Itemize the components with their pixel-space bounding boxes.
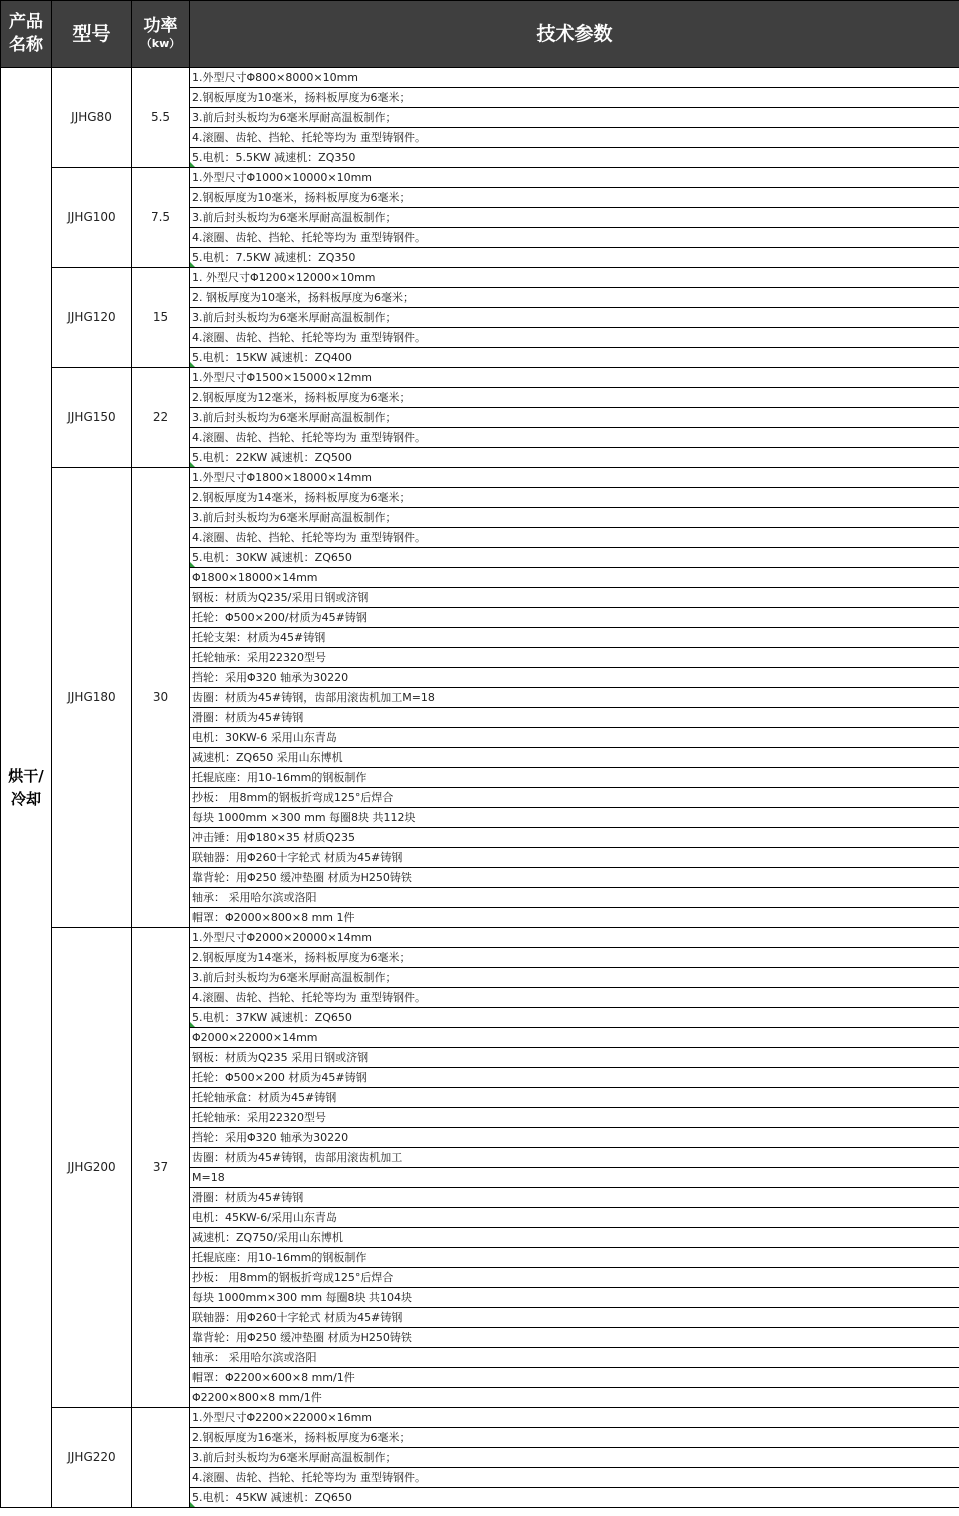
power-cell: 30	[132, 468, 190, 928]
table-row	[1, 68, 959, 88]
spec-cell: 帽罩：Φ2000×800×8 mm 1件	[190, 908, 959, 928]
table-row	[1, 268, 959, 288]
spec-cell: 靠背轮：用Φ250 缓冲垫圈 材质为H250铸铁	[190, 868, 959, 888]
spec-cell: 5.电机：5.5KW 减速机：ZQ350	[190, 148, 959, 168]
spec-cell: 3.前后封头板均为6毫米厚耐高温板制作；	[190, 1448, 959, 1468]
spec-cell: 5.电机：37KW 减速机：ZQ650	[190, 1008, 959, 1028]
spec-cell: 靠背轮：用Φ250 缓冲垫圈 材质为H250铸铁	[190, 1328, 959, 1348]
power-cell: 22	[132, 368, 190, 468]
model-cell: JJHG80	[52, 68, 132, 168]
spec-cell: 帽罩：Φ2200×600×8 mm/1件	[190, 1368, 959, 1388]
header-tech-params: 技术参数	[190, 1, 959, 68]
model-cell: JJHG200	[52, 928, 132, 1408]
spec-cell: 4.滚圈、齿轮、挡轮、托轮等均为 重型铸钢件。	[190, 228, 959, 248]
spec-cell: 4.滚圈、齿轮、挡轮、托轮等均为 重型铸钢件。	[190, 988, 959, 1008]
spec-cell: 1.外型尺寸Φ800×8000×10mm	[190, 68, 959, 88]
spec-cell: 4.滚圈、齿轮、挡轮、托轮等均为 重型铸钢件。	[190, 528, 959, 548]
spec-cell: 5.电机：22KW 减速机：ZQ500	[190, 448, 959, 468]
spec-cell: 轴承： 采用哈尔滨或洛阳	[190, 1348, 959, 1368]
model-cell: JJHG120	[52, 268, 132, 368]
spec-cell: 3.前后封头板均为6毫米厚耐高温板制作；	[190, 508, 959, 528]
spec-cell: 5.电机：30KW 减速机：ZQ650	[190, 548, 959, 568]
spec-cell: 3.前后封头板均为6毫米厚耐高温板制作；	[190, 968, 959, 988]
spec-cell: 减速机：ZQ650 采用山东博机	[190, 748, 959, 768]
spec-cell: 托轮轴承：采用22320型号	[190, 1108, 959, 1128]
spec-cell: 托轮支架：材质为45#铸钢	[190, 628, 959, 648]
spec-cell: 1.外型尺寸Φ2200×22000×16mm	[190, 1408, 959, 1428]
header-row	[1, 1, 959, 68]
spec-cell: 齿圈：材质为45#铸钢，齿部用滚齿机加工M=18	[190, 688, 959, 708]
header-power-unit: （kw）	[140, 37, 181, 50]
spec-cell: 托轮：Φ500×200/材质为45#铸钢	[190, 608, 959, 628]
spec-cell: Φ1800×18000×14mm	[190, 568, 959, 588]
table-row	[1, 468, 959, 488]
spec-cell: 每块 1000mm ×300 mm 每圈8块 共112块	[190, 808, 959, 828]
spec-cell: 3.前后封头板均为6毫米厚耐高温板制作；	[190, 208, 959, 228]
spec-cell: 齿圈：材质为45#铸钢，齿部用滚齿机加工	[190, 1148, 959, 1168]
spec-cell: 4.滚圈、齿轮、挡轮、托轮等均为 重型铸钢件。	[190, 128, 959, 148]
spec-cell: 4.滚圈、齿轮、挡轮、托轮等均为 重型铸钢件。	[190, 1468, 959, 1488]
power-cell: 15	[132, 268, 190, 368]
power-cell: 5.5	[132, 68, 190, 168]
spec-cell: 1.外型尺寸Φ1000×10000×10mm	[190, 168, 959, 188]
spec-cell: 1.外型尺寸Φ1500×15000×12mm	[190, 368, 959, 388]
spec-cell: 联轴器：用Φ260十字轮式 材质为45#铸钢	[190, 848, 959, 868]
spec-cell: 轴承： 采用哈尔滨或洛阳	[190, 888, 959, 908]
spec-cell: 钢板：材质为Q235 采用日钢或济钢	[190, 1048, 959, 1068]
spec-cell: 每块 1000mm×300 mm 每圈8块 共104块	[190, 1288, 959, 1308]
spec-cell: M=18	[190, 1168, 959, 1188]
spec-table-body	[1, 68, 959, 1508]
header-product-name: 产品 名称	[1, 1, 52, 68]
spec-cell: 电机：45KW-6/采用山东青岛	[190, 1208, 959, 1228]
spec-cell: 3.前后封头板均为6毫米厚耐高温板制作；	[190, 408, 959, 428]
table-row	[1, 368, 959, 388]
spec-cell: 电机：30KW-6 采用山东青岛	[190, 728, 959, 748]
spec-cell: 挡轮：采用Φ320 轴承为30220	[190, 668, 959, 688]
spec-cell: 托辊底座：用10-16mm的钢板制作	[190, 1248, 959, 1268]
spec-cell: 5.电机：15KW 减速机：ZQ400	[190, 348, 959, 368]
spec-cell: 滑圈：材质为45#铸钢	[190, 1188, 959, 1208]
model-cell: JJHG180	[52, 468, 132, 928]
spec-cell: 2.钢板厚度为16毫米，扬料板厚度为6毫米；	[190, 1428, 959, 1448]
spec-cell: 托辊底座：用10-16mm的钢板制作	[190, 768, 959, 788]
model-cell: JJHG220	[52, 1408, 132, 1508]
spec-cell: 4.滚圈、齿轮、挡轮、托轮等均为 重型铸钢件。	[190, 428, 959, 448]
spec-cell: 2.钢板厚度为12毫米，扬料板厚度为6毫米；	[190, 388, 959, 408]
power-cell: 37	[132, 928, 190, 1408]
spec-cell: 1.外型尺寸Φ1800×18000×14mm	[190, 468, 959, 488]
spec-cell: 抄板： 用8mm的钢板折弯成125°后焊合	[190, 1268, 959, 1288]
spec-cell: 托轮：Φ500×200 材质为45#铸钢	[190, 1068, 959, 1088]
power-cell	[132, 1408, 190, 1508]
spec-cell: 冲击锤：用Φ180×35 材质Q235	[190, 828, 959, 848]
spec-cell: 2. 钢板厚度为10毫米，扬料板厚度为6毫米；	[190, 288, 959, 308]
spec-cell: 托轮轴承盒：材质为45#铸钢	[190, 1088, 959, 1108]
power-cell: 7.5	[132, 168, 190, 268]
spec-cell: 1. 外型尺寸Φ1200×12000×10mm	[190, 268, 959, 288]
table-row	[1, 168, 959, 188]
spec-cell: 联轴器：用Φ260十字轮式 材质为45#铸钢	[190, 1308, 959, 1328]
spec-cell: 5.电机：7.5KW 减速机：ZQ350	[190, 248, 959, 268]
spec-cell: 钢板：材质为Q235/采用日钢或济钢	[190, 588, 959, 608]
spec-cell: 滑圈：材质为45#铸钢	[190, 708, 959, 728]
model-cell: JJHG100	[52, 168, 132, 268]
spec-cell: Φ2200×800×8 mm/1件	[190, 1388, 959, 1408]
spec-cell: 3.前后封头板均为6毫米厚耐高温板制作；	[190, 308, 959, 328]
spec-cell: 2.钢板厚度为10毫米，扬料板厚度为6毫米；	[190, 188, 959, 208]
spec-cell: 抄板： 用8mm的钢板折弯成125°后焊合	[190, 788, 959, 808]
spec-cell: 4.滚圈、齿轮、挡轮、托轮等均为 重型铸钢件。	[190, 328, 959, 348]
spec-cell: 2.钢板厚度为14毫米，扬料板厚度为6毫米；	[190, 948, 959, 968]
table-row	[1, 1408, 959, 1428]
table-row	[1, 928, 959, 948]
model-cell: JJHG150	[52, 368, 132, 468]
spec-cell: 1.外型尺寸Φ2000×20000×14mm	[190, 928, 959, 948]
spec-cell: 减速机：ZQ750/采用山东博机	[190, 1228, 959, 1248]
spec-cell: Φ2000×22000×14mm	[190, 1028, 959, 1048]
header-power	[132, 1, 190, 68]
spec-cell: 3.前后封头板均为6毫米厚耐高温板制作；	[190, 108, 959, 128]
product-name-cell: 烘干/ 冷却	[1, 68, 52, 1508]
spec-cell: 托轮轴承：采用22320型号	[190, 648, 959, 668]
header-power-label: 功率	[143, 16, 178, 36]
spec-cell: 挡轮：采用Φ320 轴承为30220	[190, 1128, 959, 1148]
header-model: 型号	[52, 1, 132, 68]
spec-cell: 5.电机：45KW 减速机：ZQ650	[190, 1488, 959, 1508]
spec-cell: 2.钢板厚度为14毫米，扬料板厚度为6毫米；	[190, 488, 959, 508]
spec-cell: 2.钢板厚度为10毫米，扬料板厚度为6毫米；	[190, 88, 959, 108]
